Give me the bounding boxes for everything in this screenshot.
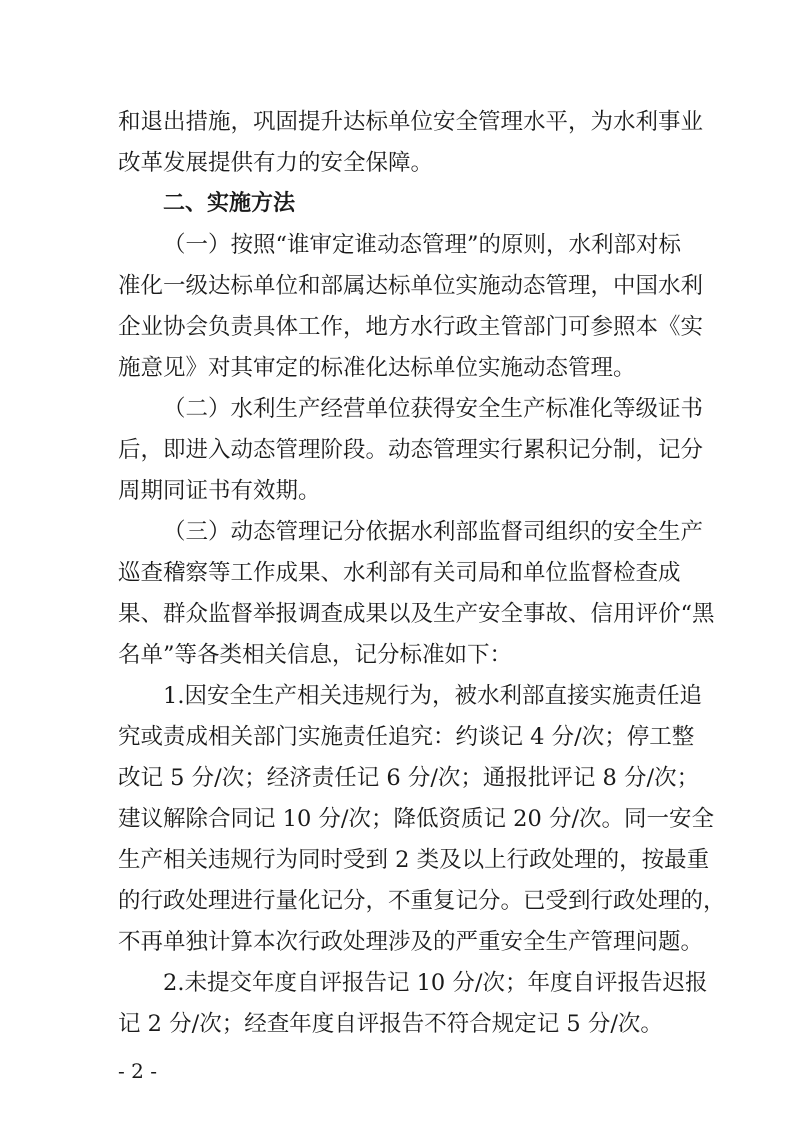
text-line-9: 后，即进入动态管理阶段。动态管理实行累积记分制，记分 xyxy=(118,437,704,463)
text-line-7: 施意见》对其审定的标准化达标单位实施动态管理。 xyxy=(118,355,636,381)
text-line-2: 改革发展提供有力的安全保障。 xyxy=(118,150,434,176)
text-line-15: 1.因安全生产相关违规行为，被水利部直接实施责任追 xyxy=(163,683,702,709)
text-line-5: 准化一级达标单位和部属达标单位实施动态管理，中国水利 xyxy=(118,273,704,299)
text-line-16: 究或责成相关部门实施责任追究：约谈记 4 分/次；停工整 xyxy=(118,724,695,750)
text-line-8: （二）水利生产经营单位获得安全生产标准化等级证书 xyxy=(163,396,704,422)
text-line-22: 2.未提交年度自评报告记 10 分/次；年度自评报告迟报 xyxy=(163,970,708,996)
text-line-13: 果、群众监督举报调查成果以及生产安全事故、信用评价“黑 xyxy=(118,601,715,627)
text-line-10: 周期同证书有效期。 xyxy=(118,478,321,504)
text-line-4: （一）按照“谁审定谁动态管理”的原则，水利部对标 xyxy=(163,232,682,258)
section-heading: 二、实施方法 xyxy=(163,191,296,216)
text-line-14: 名单”等各类相关信息，记分标准如下： xyxy=(118,642,513,668)
text-line-20: 的行政处理进行量化记分，不重复记分。已受到行政处理的， xyxy=(118,888,726,914)
text-line-11: （三）动态管理记分依据水利部监督司组织的安全生产 xyxy=(163,519,704,545)
text-line-12: 巡查稽察等工作成果、水利部有关司局和单位监督检查成 xyxy=(118,560,681,586)
text-line-21: 不再单独计算本次行政处理涉及的严重安全生产管理问题。 xyxy=(118,929,704,955)
text-line-18: 建议解除合同记 10 分/次；降低资质记 20 分/次。同一安全 xyxy=(118,806,715,832)
text-line-6: 企业协会负责具体工作，地方水行政主管部门可参照本《实 xyxy=(118,314,704,340)
text-line-17: 改记 5 分/次；经济责任记 6 分/次；通报批评记 8 分/次； xyxy=(118,765,700,791)
page-number: - 2 - xyxy=(118,1059,157,1083)
text-line-19: 生产相关违规行为同时受到 2 类及以上行政处理的，按最重 xyxy=(118,847,710,873)
text-line-1: 和退出措施，巩固提升达标单位安全管理水平，为水利事业 xyxy=(118,109,704,135)
text-line-23: 记 2 分/次；经查年度自评报告不符合规定记 5 分/次。 xyxy=(118,1011,663,1037)
